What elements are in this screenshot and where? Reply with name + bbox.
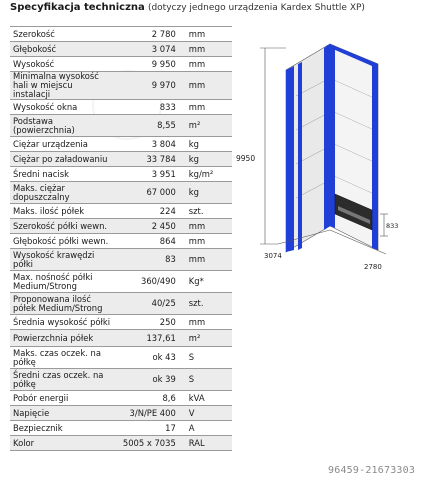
- width-label: 2780: [364, 263, 382, 271]
- spec-unit: S: [188, 352, 195, 362]
- spec-label: Pobór energii: [13, 392, 69, 403]
- spec-row: [10, 421, 232, 436]
- spec-label: Napięcie: [13, 407, 50, 418]
- spec-value: ok 43: [152, 352, 176, 362]
- spec-row: [10, 271, 232, 293]
- spec-unit: mm: [188, 80, 206, 90]
- spec-row: [10, 115, 232, 137]
- spec-label: Wysokość: [13, 58, 55, 69]
- spec-value: 9 970: [151, 80, 176, 90]
- window-label: 833: [386, 222, 399, 230]
- spec-unit: RAL: [188, 437, 205, 448]
- spec-subtitle: (dotyczy jednego urządzenia Kardex Shuttle XP): [147, 3, 365, 13]
- spec-unit: A: [188, 422, 195, 433]
- spec-value: 3 804: [151, 138, 176, 149]
- spec-value: 8,55: [157, 120, 176, 130]
- spec-unit: Kg*: [188, 276, 204, 286]
- spec-unit: kg: [188, 187, 199, 197]
- spec-label: Powierzchnia półek: [13, 332, 94, 343]
- spec-label: Wysokość okna: [13, 101, 78, 112]
- spec-row: [10, 369, 232, 391]
- spec-row: [10, 436, 232, 451]
- spec-unit: mm: [188, 220, 206, 231]
- spec-label: Minimalna wysokość hali w miejscu instalacji: [13, 71, 99, 99]
- spec-row: [10, 27, 232, 42]
- spec-label: Kolor: [13, 437, 35, 448]
- spec-unit: kg/m²: [188, 168, 214, 179]
- spec-row: [10, 330, 232, 347]
- spec-row: [10, 249, 232, 271]
- spec-heading: [10, 2, 365, 13]
- watermark-id: 96459-21673303: [328, 465, 416, 476]
- spec-row: [10, 234, 232, 249]
- spec-unit: mm: [188, 254, 206, 264]
- spec-row: [10, 137, 232, 152]
- spec-unit: S: [188, 374, 195, 384]
- spec-value: 5005 x 7035: [122, 437, 176, 448]
- spec-value: 224: [159, 205, 176, 216]
- spec-title: Specyfikacja techniczna: [10, 2, 145, 13]
- spec-unit: szt.: [188, 298, 204, 308]
- spec-row: [10, 57, 232, 72]
- spec-value: 3/N/PE 400: [129, 407, 176, 418]
- spec-label: Średni nacisk: [13, 168, 69, 179]
- spec-unit: m²: [188, 332, 201, 343]
- spec-value: 83: [165, 254, 176, 264]
- spec-label: Średnia wysokość półki: [13, 316, 111, 327]
- spec-label: Głębokość półki wewn.: [13, 235, 109, 246]
- spec-value: 2 450: [151, 220, 176, 231]
- spec-row: [10, 315, 232, 330]
- spec-row: [10, 167, 232, 182]
- spec-value: 8,6: [162, 392, 176, 403]
- spec-label: Szerokość: [13, 28, 55, 39]
- spec-row: [10, 406, 232, 421]
- spec-label: Podstawa (powierzchnia): [13, 115, 75, 135]
- spec-row: [10, 293, 232, 315]
- spec-label: Ciężar po załadowaniu: [13, 153, 108, 164]
- spec-label: Proponowana ilość półek Medium/Strong: [13, 293, 103, 313]
- spec-row: [10, 152, 232, 167]
- spec-value: 250: [159, 316, 176, 327]
- spec-row: [10, 100, 232, 115]
- spec-unit: m²: [188, 120, 201, 130]
- spec-unit: mm: [188, 28, 206, 39]
- spec-row: [10, 182, 232, 204]
- spec-label: Szerokość półki wewn.: [13, 220, 108, 231]
- spec-label: Średni czas oczek. na półkę: [13, 369, 104, 389]
- spec-value: 360/490: [140, 276, 176, 286]
- spec-unit: kg: [188, 153, 199, 164]
- height-dimension: [260, 48, 286, 244]
- spec-unit: mm: [188, 316, 206, 327]
- spec-unit: mm: [188, 58, 206, 69]
- machine-diagram: [238, 44, 418, 274]
- spec-value: 33 784: [146, 153, 176, 164]
- spec-value: 137,61: [146, 332, 176, 343]
- spec-value: 40/25: [151, 298, 176, 308]
- spec-value: 67 000: [146, 187, 176, 197]
- spec-label: Maks. czas oczek. na półkę: [13, 347, 101, 367]
- spec-row: [10, 347, 232, 369]
- spec-value: 9 950: [151, 58, 176, 69]
- spec-row: [10, 204, 232, 219]
- spec-unit: szt.: [188, 205, 204, 216]
- spec-row: [10, 42, 232, 57]
- spec-unit: mm: [188, 43, 206, 54]
- depth-label: 3074: [264, 252, 282, 260]
- spec-value: 2 780: [151, 28, 176, 39]
- spec-row: [10, 391, 232, 406]
- spec-value: 864: [159, 235, 176, 246]
- height-label: 9950: [236, 154, 256, 163]
- spec-label: Max. nośność półki Medium/Strong: [13, 271, 93, 291]
- spec-value: 17: [165, 422, 176, 433]
- spec-value: ok 39: [152, 374, 176, 384]
- spec-row: [10, 72, 232, 100]
- spec-unit: kg: [188, 138, 199, 149]
- spec-row: [10, 219, 232, 234]
- spec-value: 3 951: [151, 168, 176, 179]
- spec-label: Głębokość: [13, 43, 57, 54]
- spec-label: Maks. ilość półek: [13, 205, 85, 216]
- spec-label: Maks. ciężar dopuszczalny: [13, 182, 70, 202]
- spec-label: Bezpiecznik: [13, 422, 63, 433]
- spec-unit: mm: [188, 235, 206, 246]
- spec-value: 3 074: [151, 43, 176, 54]
- spec-unit: kVA: [188, 392, 205, 403]
- spec-unit: V: [188, 407, 195, 418]
- spec-label: Ciężar urządzenia: [13, 138, 88, 149]
- spec-table: [10, 26, 232, 451]
- spec-value: 833: [159, 101, 176, 112]
- spec-unit: mm: [188, 101, 206, 112]
- spec-label: Wysokość krawędzi półki: [13, 249, 95, 269]
